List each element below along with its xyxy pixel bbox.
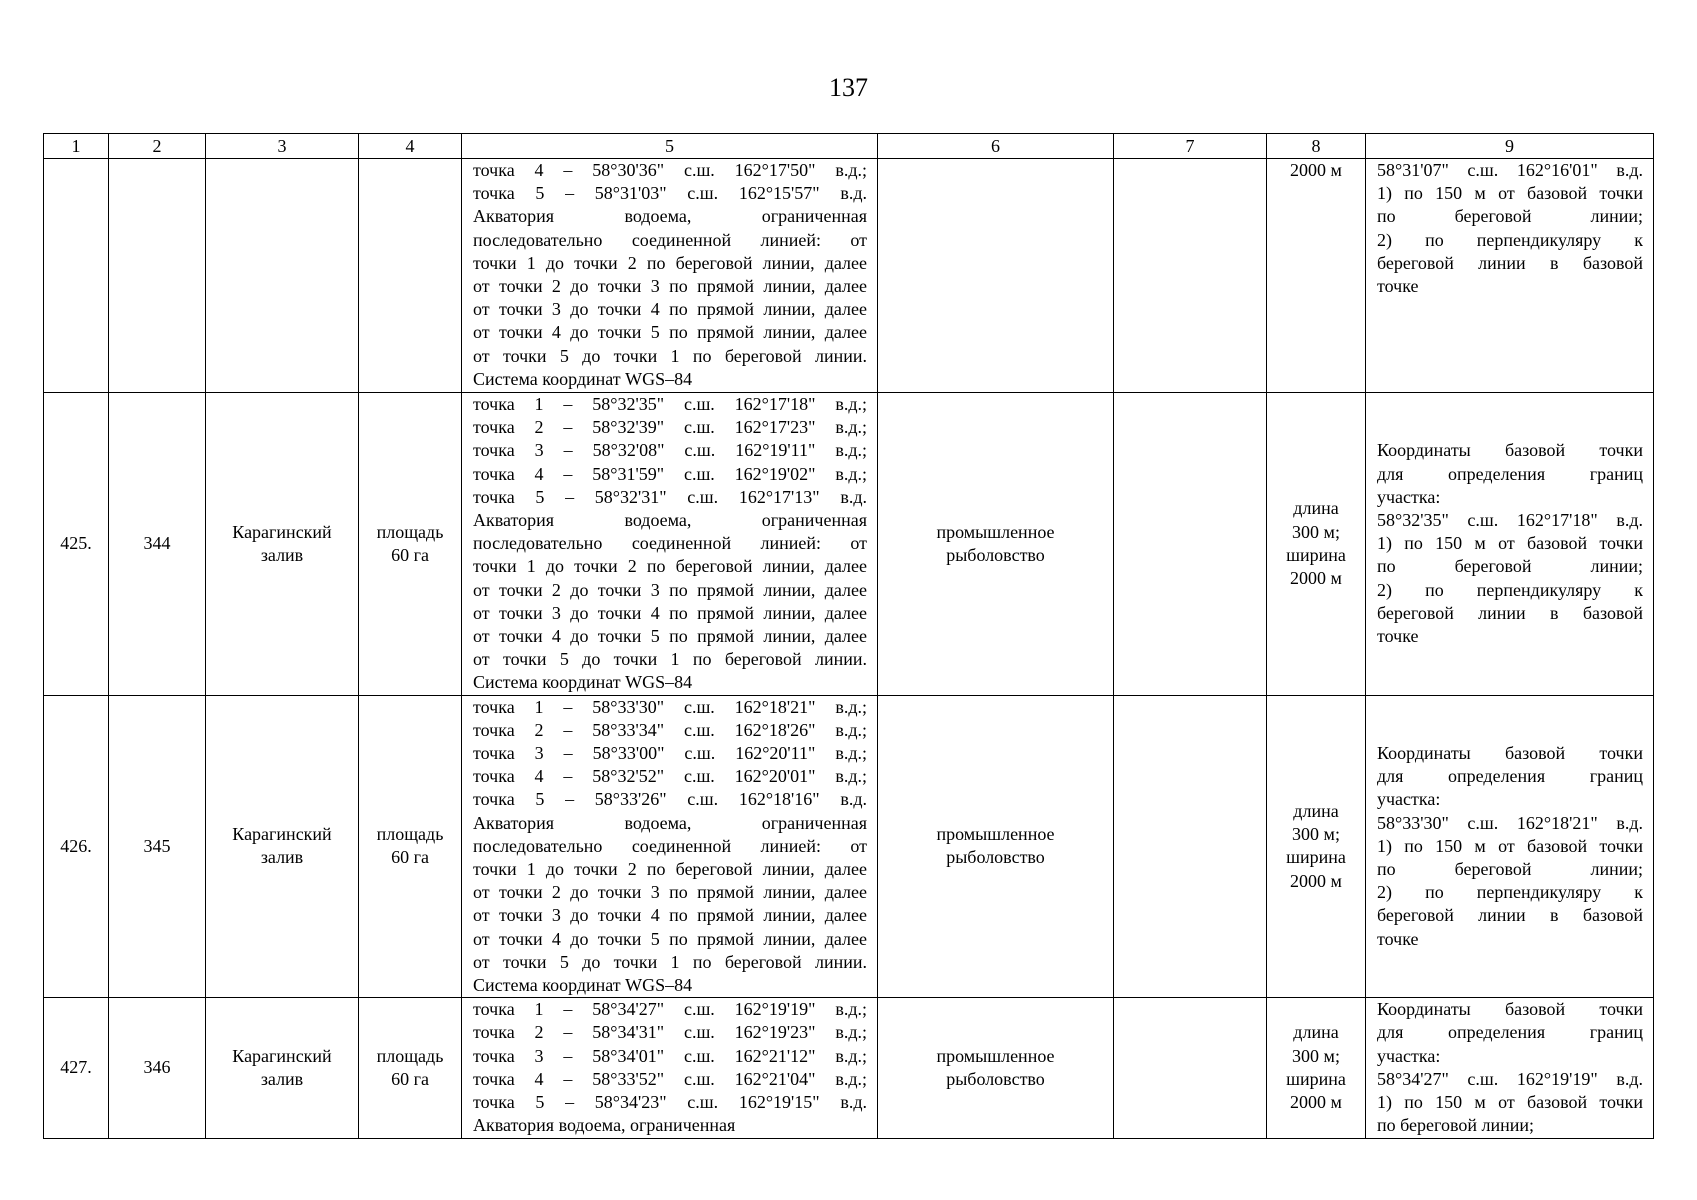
boundary-description-line: Акватория водоема, ограниченная <box>473 1115 736 1136</box>
column-header: 9 <box>1366 134 1654 159</box>
location-line: Карагинский <box>232 824 332 845</box>
size-line: длина <box>1293 1022 1339 1043</box>
row-number: 427. <box>44 998 109 1138</box>
purpose-line: промышленное <box>936 824 1055 845</box>
boundary-description-line: последовательно соединенной линией: от <box>473 835 867 856</box>
boundary-description-line: точки 1 до точки 2 по береговой линии, далее <box>473 859 867 880</box>
notes-line: участка: <box>1377 1045 1441 1066</box>
site-id: 344 <box>109 393 206 696</box>
boundary-description-line: точка 5 – 58°32'31" с.ш. 162°17'13" в.д. <box>473 486 867 507</box>
notes <box>1366 159 1654 393</box>
boundary-description-line: точка 1 – 58°32'35" с.ш. 162°17'18" в.д.; <box>473 394 867 414</box>
notes-line: для определения границ <box>1377 766 1643 787</box>
notes-line: точке <box>1377 626 1419 647</box>
column-header: 2 <box>109 134 206 159</box>
boundary-description-line: от точки 5 до точки 1 по береговой линии. <box>473 951 867 972</box>
size-line: 300 м; <box>1292 521 1340 542</box>
size-line: длина <box>1293 498 1339 519</box>
size-line: 300 м; <box>1292 1045 1340 1066</box>
location <box>206 159 359 393</box>
boundary-description-line: от точки 3 до точки 4 по прямой линии, далее <box>473 602 867 623</box>
boundary-description-line: от точки 4 до точки 5 по прямой линии, далее <box>473 322 867 343</box>
boundary-description-line: Акватория водоема, ограниченная <box>473 206 867 227</box>
boundary-description-line: последовательно соединенной линией: от <box>473 229 867 250</box>
size-line: 2000 м <box>1290 160 1342 180</box>
purpose <box>878 393 1114 696</box>
size <box>1267 159 1366 393</box>
column-7 <box>1114 159 1267 393</box>
purpose-line: рыболовство <box>946 847 1045 868</box>
column-header: 4 <box>359 134 462 159</box>
notes-line: участка: <box>1377 789 1441 810</box>
area-line: 60 га <box>391 1068 429 1089</box>
notes-line: по береговой линии; <box>1377 859 1643 880</box>
page-number: 137 <box>829 73 868 102</box>
size-line: 2000 м <box>1290 870 1342 891</box>
boundary-description-line: точка 5 – 58°34'23" с.ш. 162°19'15" в.д. <box>473 1092 867 1113</box>
site-id: 345 <box>109 695 206 998</box>
boundary-description-line: Система координат WGS–84 <box>473 368 693 389</box>
location-line: залив <box>260 847 304 868</box>
notes-line: береговой линии в базовой <box>1377 252 1643 273</box>
purpose-line: рыболовство <box>946 1068 1045 1089</box>
notes-line: береговой линии в базовой <box>1377 905 1643 926</box>
size <box>1267 998 1366 1138</box>
boundary-description-line: от точки 4 до точки 5 по прямой линии, далее <box>473 626 867 647</box>
location-line: залив <box>260 1068 304 1089</box>
boundary-description-line: Акватория водоема, ограниченная <box>473 812 867 833</box>
notes-line: 2) по перпендикуляру к <box>1377 579 1643 600</box>
notes-line: Координаты базовой точки <box>1377 999 1643 1020</box>
size-line: ширина <box>1286 1068 1346 1089</box>
notes-line: участка: <box>1377 486 1441 507</box>
column-header: 1 <box>44 134 109 159</box>
column-header: 3 <box>206 134 359 159</box>
boundary-description-line: от точки 4 до точки 5 по прямой линии, далее <box>473 928 867 949</box>
location-line: залив <box>260 544 304 565</box>
boundary-description-line: Акватория водоема, ограниченная <box>473 510 867 531</box>
boundary-description-line: от точки 5 до точки 1 по береговой линии. <box>473 649 867 670</box>
table-row <box>44 695 1654 998</box>
boundary-description-line: от точки 3 до точки 4 по прямой линии, далее <box>473 905 867 926</box>
column-header: 8 <box>1267 134 1366 159</box>
boundary-description-line: точка 2 – 58°34'31" с.ш. 162°19'23" в.д.; <box>473 1022 867 1043</box>
boundary-description-line: точка 4 – 58°31'59" с.ш. 162°19'02" в.д.; <box>473 463 867 484</box>
notes-line: для определения границ <box>1377 463 1643 484</box>
boundary-description-line: точка 4 – 58°33'52" с.ш. 162°21'04" в.д.; <box>473 1068 867 1089</box>
notes-line: 2) по перпендикуляру к <box>1377 882 1643 903</box>
boundary-description-line: точки 1 до точки 2 по береговой линии, далее <box>473 252 867 273</box>
boundary-description-line: точка 3 – 58°34'01" с.ш. 162°21'12" в.д.; <box>473 1045 867 1066</box>
boundary-description-line: от точки 3 до точки 4 по прямой линии, далее <box>473 299 867 320</box>
column-7 <box>1114 998 1267 1138</box>
boundary-description-line: точка 5 – 58°31'03" с.ш. 162°15'57" в.д. <box>473 183 867 204</box>
column-header: 5 <box>462 134 878 159</box>
boundary-description <box>462 159 878 393</box>
boundary-description-line: Система координат WGS–84 <box>473 975 693 996</box>
location-line: Карагинский <box>232 1045 332 1066</box>
notes <box>1366 998 1654 1138</box>
boundary-description <box>462 695 878 998</box>
boundary-description <box>462 393 878 696</box>
location <box>206 695 359 998</box>
size <box>1267 695 1366 998</box>
notes-line: 1) по 150 м от базовой точки <box>1377 183 1643 204</box>
notes <box>1366 393 1654 696</box>
location <box>206 998 359 1138</box>
area <box>359 393 462 696</box>
purpose <box>878 998 1114 1138</box>
area-line: площадь <box>376 521 444 542</box>
row-number: 425. <box>44 393 109 696</box>
notes-line: 1) по 150 м от базовой точки <box>1377 835 1643 856</box>
boundary-description-line: точки 1 до точки 2 по береговой линии, далее <box>473 556 867 577</box>
area-line: 60 га <box>391 544 429 565</box>
size-line: 300 м; <box>1292 824 1340 845</box>
purpose-line: промышленное <box>936 521 1055 542</box>
boundary-description-line: точка 1 – 58°33'30" с.ш. 162°18'21" в.д.; <box>473 696 867 717</box>
column-header: 7 <box>1114 134 1267 159</box>
size <box>1267 393 1366 696</box>
area <box>359 159 462 393</box>
purpose <box>878 695 1114 998</box>
boundary-description-line: от точки 2 до точки 3 по прямой линии, далее <box>473 276 867 297</box>
purpose-line: промышленное <box>936 1045 1055 1066</box>
notes-line: по береговой линии; <box>1377 206 1643 227</box>
boundary-description <box>462 998 878 1138</box>
notes-line: 2) по перпендикуляру к <box>1377 229 1643 250</box>
area <box>359 998 462 1138</box>
notes-line: 58°32'35" с.ш. 162°17'18" в.д. <box>1377 510 1643 531</box>
size-line: 2000 м <box>1290 568 1342 589</box>
boundary-description-line: точка 3 – 58°33'00" с.ш. 162°20'11" в.д.; <box>473 743 867 764</box>
column-header: 6 <box>878 134 1114 159</box>
notes-line: 58°34'27" с.ш. 162°19'19" в.д. <box>1377 1068 1643 1089</box>
boundary-description-line: от точки 2 до точки 3 по прямой линии, далее <box>473 579 867 600</box>
area-line: 60 га <box>391 847 429 868</box>
notes-line: по береговой линии; <box>1377 556 1643 577</box>
notes-line: точке <box>1377 276 1419 297</box>
site-id <box>109 159 206 393</box>
boundary-description-line: точка 1 – 58°34'27" с.ш. 162°19'19" в.д.; <box>473 999 867 1020</box>
table-row <box>44 393 1654 696</box>
notes-line: Координаты базовой точки <box>1377 440 1643 461</box>
notes-line: для определения границ <box>1377 1022 1643 1043</box>
notes-line: 1) по 150 м от базовой точки <box>1377 1092 1643 1113</box>
location-line: Карагинский <box>232 521 332 542</box>
boundary-description-line: точка 4 – 58°32'52" с.ш. 162°20'01" в.д.; <box>473 766 867 787</box>
area <box>359 695 462 998</box>
purpose <box>878 159 1114 393</box>
boundary-description-line: точка 2 – 58°33'34" с.ш. 162°18'26" в.д.; <box>473 719 867 740</box>
header-row <box>44 134 1654 159</box>
boundary-description-line: точка 2 – 58°32'39" с.ш. 162°17'23" в.д.; <box>473 417 867 438</box>
size-line: 2000 м <box>1290 1092 1342 1113</box>
size-line: ширина <box>1286 544 1346 565</box>
boundary-description-line: от точки 2 до точки 3 по прямой линии, далее <box>473 882 867 903</box>
area-line: площадь <box>376 1045 444 1066</box>
table-row <box>44 998 1654 1138</box>
boundary-description-line: точка 3 – 58°32'08" с.ш. 162°19'11" в.д.; <box>473 440 867 461</box>
row-number: 426. <box>44 695 109 998</box>
purpose-line: рыболовство <box>946 544 1045 565</box>
boundary-description-line: от точки 5 до точки 1 по береговой линии. <box>473 345 867 366</box>
size-line: ширина <box>1286 847 1346 868</box>
row-number <box>44 159 109 393</box>
registry-table <box>43 133 1654 1139</box>
notes-line: береговой линии в базовой <box>1377 602 1643 623</box>
column-7 <box>1114 695 1267 998</box>
notes-line: Координаты базовой точки <box>1377 743 1643 764</box>
notes-line: 1) по 150 м от базовой точки <box>1377 533 1643 554</box>
notes <box>1366 695 1654 998</box>
notes-line: точке <box>1377 928 1419 949</box>
notes-line: по береговой линии; <box>1377 1115 1534 1136</box>
area-line: площадь <box>376 824 444 845</box>
site-id: 346 <box>109 998 206 1138</box>
size-line: длина <box>1293 801 1339 822</box>
location <box>206 393 359 696</box>
boundary-description-line: точка 5 – 58°33'26" с.ш. 162°18'16" в.д. <box>473 789 867 810</box>
notes-line: 58°33'30" с.ш. 162°18'21" в.д. <box>1377 812 1643 833</box>
boundary-description-line: последовательно соединенной линией: от <box>473 533 867 554</box>
boundary-description-line: точка 4 – 58°30'36" с.ш. 162°17'50" в.д.; <box>473 160 867 180</box>
column-7 <box>1114 393 1267 696</box>
table-row <box>44 159 1654 393</box>
boundary-description-line: Система координат WGS–84 <box>473 672 693 693</box>
notes-line: 58°31'07" с.ш. 162°16'01" в.д. <box>1377 160 1643 180</box>
